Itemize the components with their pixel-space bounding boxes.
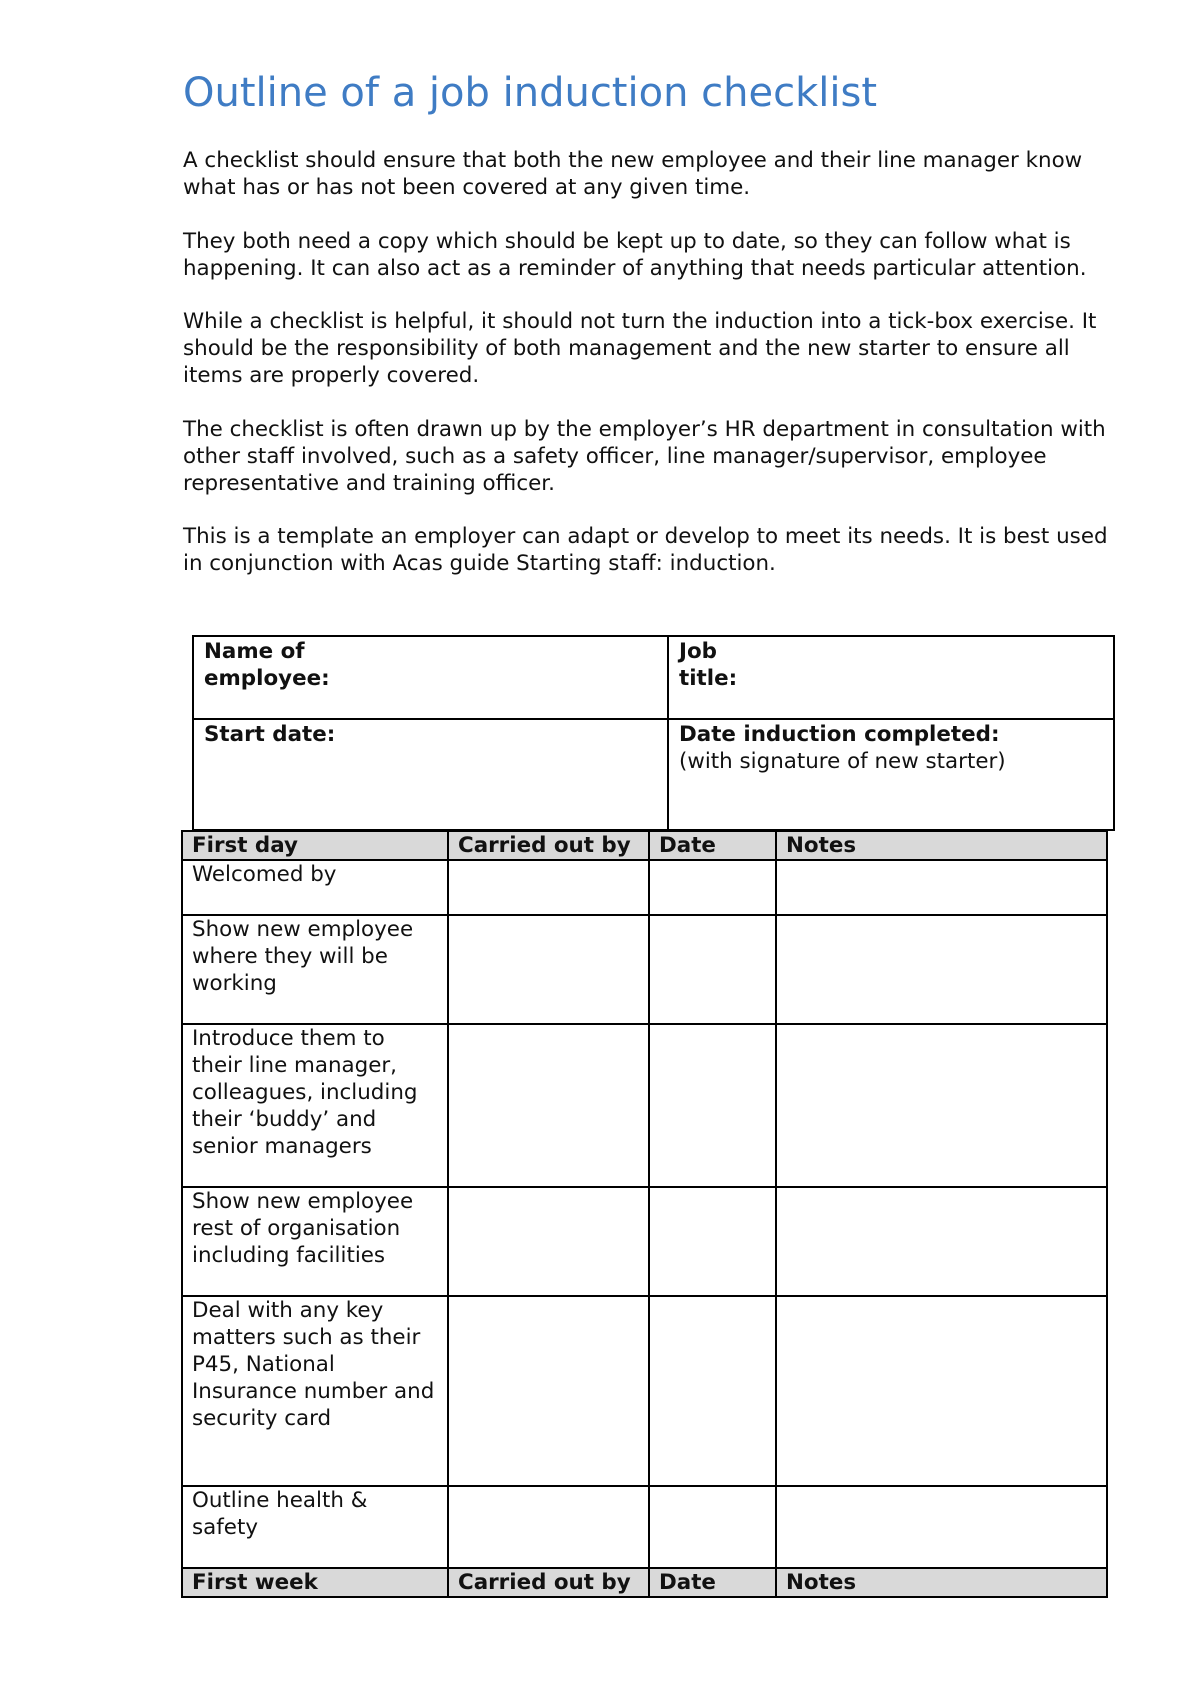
date-cell[interactable] bbox=[649, 915, 776, 1024]
date-cell[interactable] bbox=[649, 1296, 776, 1486]
name-of-employee-cell[interactable] bbox=[194, 637, 667, 718]
carried-out-by-cell[interactable] bbox=[448, 1486, 649, 1568]
date-cell[interactable] bbox=[649, 1187, 776, 1296]
task-cell: Welcomed by bbox=[182, 860, 448, 915]
column-header-notes: Notes bbox=[776, 831, 1107, 860]
intro-paragraph: The checklist is often drawn up by the employer’s HR department in consultation with other staff involved, such as a safety officer, line manager/supervisor, employee representative and training officer. bbox=[183, 416, 1106, 496]
date-cell[interactable] bbox=[649, 860, 776, 915]
column-header-date: Date bbox=[649, 1568, 776, 1597]
task-cell: Show new employee rest of organisation including facilities bbox=[182, 1187, 448, 1296]
section-header-row bbox=[182, 1568, 1107, 1597]
notes-cell[interactable] bbox=[776, 860, 1107, 915]
induction-checklist-table bbox=[181, 830, 1108, 1598]
column-header-carried-out-by: Carried out by bbox=[448, 1568, 649, 1597]
column-header-notes: Notes bbox=[776, 1568, 1107, 1597]
task-cell: Introduce them to their line manager, colleagues, including their ‘buddy’ and senior managers bbox=[182, 1024, 448, 1187]
date-induction-completed-label: Date induction completed: bbox=[679, 722, 1000, 747]
intro-paragraph: This is a template an employer can adapt or develop to meet its needs. It is best used in conjunction with Acas guide Starting staff: induction. bbox=[183, 524, 1108, 576]
table-row bbox=[182, 915, 1107, 1024]
intro-paragraph: While a checklist is helpful, it should not turn the induction into a tick-box exercise. It should be the responsibility of both management and the new starter to ensure all items are properly covered. bbox=[183, 309, 1097, 388]
intro-paragraph: They both need a copy which should be kept up to date, so they can follow what is happening. It can also act as a reminder of anything that needs particular attention. bbox=[183, 228, 1087, 281]
section-header-row bbox=[182, 831, 1107, 860]
notes-cell[interactable] bbox=[776, 1486, 1107, 1568]
job-title-label: Job title: bbox=[679, 639, 738, 691]
column-header-carried-out-by: Carried out by bbox=[448, 831, 649, 860]
carried-out-by-cell[interactable] bbox=[448, 1024, 649, 1187]
job-title-cell[interactable] bbox=[669, 637, 1113, 718]
employee-info-table bbox=[192, 635, 1115, 831]
name-of-employee-label: Name of employee: bbox=[204, 639, 330, 691]
task-cell: Deal with any key matters such as their P45, National Insurance number and security card bbox=[182, 1296, 448, 1486]
table-row bbox=[182, 860, 1107, 915]
start-date-cell[interactable] bbox=[194, 720, 667, 829]
table-row bbox=[182, 1024, 1107, 1187]
notes-cell[interactable] bbox=[776, 915, 1107, 1024]
task-cell: Outline health & safety bbox=[182, 1486, 448, 1568]
task-cell: Show new employee where they will be working bbox=[182, 915, 448, 1024]
carried-out-by-cell[interactable] bbox=[448, 1187, 649, 1296]
notes-cell[interactable] bbox=[776, 1187, 1107, 1296]
table-row bbox=[182, 1296, 1107, 1486]
date-induction-completed-cell[interactable] bbox=[669, 720, 1113, 829]
column-header-date: Date bbox=[649, 831, 776, 860]
intro-paragraph: A checklist should ensure that both the new employee and their line manager know what has or has not been covered at any given time. bbox=[183, 148, 1083, 200]
carried-out-by-cell[interactable] bbox=[448, 915, 649, 1024]
section-heading-first-day: First day bbox=[182, 831, 448, 860]
table-row bbox=[182, 1486, 1107, 1568]
date-cell[interactable] bbox=[649, 1024, 776, 1187]
document-title: Outline of a job induction checklist bbox=[183, 70, 878, 116]
notes-cell[interactable] bbox=[776, 1296, 1107, 1486]
intro-text bbox=[183, 147, 1123, 604]
table-row bbox=[182, 1187, 1107, 1296]
start-date-label: Start date: bbox=[204, 722, 336, 747]
notes-cell[interactable] bbox=[776, 1024, 1107, 1187]
section-heading-first-week: First week bbox=[182, 1568, 448, 1597]
signature-note: (with signature of new starter) bbox=[679, 749, 1006, 774]
carried-out-by-cell[interactable] bbox=[448, 1296, 649, 1486]
carried-out-by-cell[interactable] bbox=[448, 860, 649, 915]
date-cell[interactable] bbox=[649, 1486, 776, 1568]
